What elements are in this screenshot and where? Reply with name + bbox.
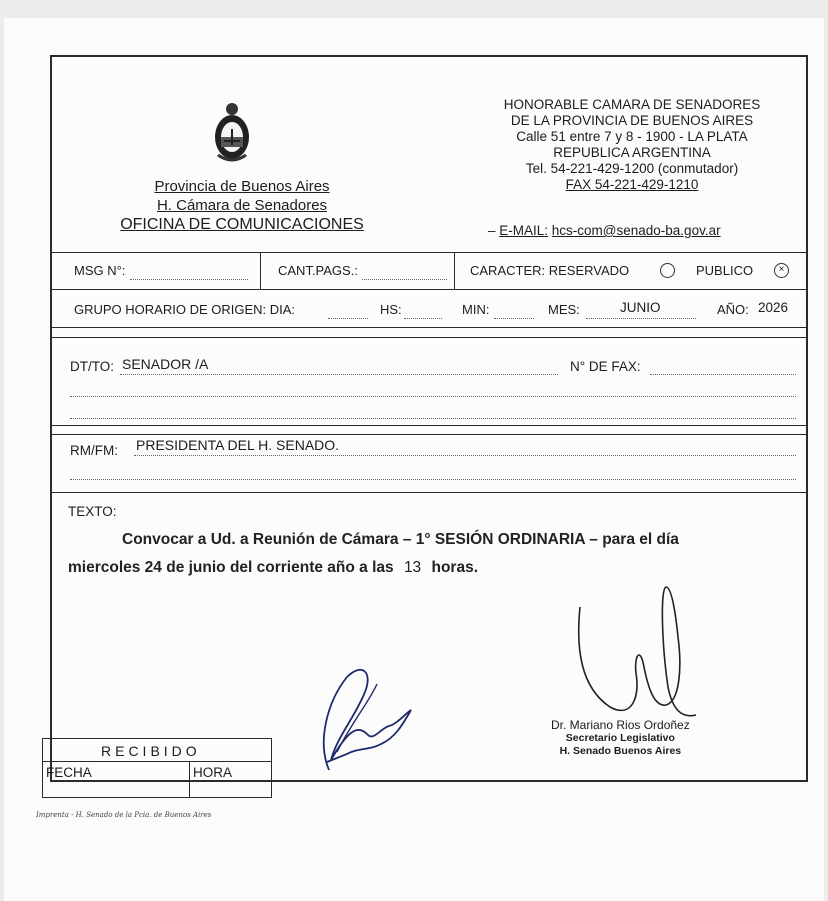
fax-form [50, 55, 808, 782]
msg-number-label: MSG N°: [74, 263, 126, 278]
signatory-block [551, 719, 690, 758]
texto-label: TEXTO: [68, 504, 117, 519]
to-field [120, 374, 558, 375]
signatory-institution: H. Senado Buenos Aires [559, 745, 682, 757]
printer-footer: Imprenta - H. Senado de la Pcia. de Buenos Aires [36, 811, 212, 819]
divider [43, 761, 271, 762]
address-line-3: Calle 51 entre 7 y 8 - 1900 - LA PLATA [516, 129, 748, 144]
divider [260, 253, 261, 289]
hs-field [404, 318, 442, 319]
anio-value: 2026 [758, 300, 789, 315]
fax-number-label: N° DE FAX: [570, 359, 641, 374]
mes-field [586, 318, 696, 319]
divider [52, 337, 806, 338]
handwritten-signature-left [307, 662, 417, 777]
phone-line: Tel. 54-221-429-1200 (conmutador) [525, 161, 739, 176]
chamber-title: H. Cámara de Senadores [156, 197, 328, 214]
divider [52, 327, 806, 328]
mes-value: JUNIO [620, 300, 661, 315]
from-label: RM/FM: [70, 443, 118, 458]
divider [52, 492, 806, 493]
coat-of-arms-emblem [210, 99, 254, 167]
message-line-2-start: miercoles 24 de junio del corriente año a las [68, 559, 394, 576]
handwritten-signature-right [570, 577, 720, 727]
anio-label: AÑO: [717, 302, 749, 317]
from-extra-line [70, 479, 796, 480]
address-block [462, 97, 802, 193]
email-address: hcs-com@senado-ba.gov.ar [551, 223, 721, 238]
address-line-1: HONORABLE CAMARA DE SENADORES [503, 97, 761, 112]
reservado-radio [660, 263, 675, 278]
divider [454, 253, 455, 289]
province-title: Provincia de Buenos Aires [154, 178, 330, 195]
divider [189, 761, 190, 797]
message-line-2 [68, 559, 478, 577]
address-line-2: DE LA PROVINCIA DE BUENOS AIRES [510, 113, 754, 128]
divider [52, 434, 806, 435]
signatory-name: Dr. Mariano Rios Ordoñez [551, 718, 690, 732]
divider [52, 289, 806, 290]
from-value: PRESIDENTA DEL H. SENADO. [136, 437, 340, 453]
hs-label: HS: [380, 302, 402, 317]
address-line-4: REPUBLICA ARGENTINA [553, 145, 711, 160]
to-label: DT/TO: [70, 359, 115, 374]
divider [52, 252, 806, 253]
min-field [494, 318, 534, 319]
dia-field [328, 318, 368, 319]
from-field [134, 455, 796, 456]
caracter-reservado-label: CARACTER: RESERVADO [470, 263, 630, 278]
msg-number-field [130, 279, 248, 280]
to-extra-line [70, 418, 796, 419]
to-value: SENADOR /A [122, 356, 209, 372]
min-label: MIN: [462, 302, 490, 317]
message-line-2-end: horas. [431, 559, 479, 576]
email-line: – E-MAIL: hcs-com@senado-ba.gov.ar [488, 223, 721, 238]
divider [52, 425, 806, 426]
publico-radio-checked: × [774, 263, 789, 278]
received-title: RECIBIDO [101, 743, 201, 759]
pages-label: CANT.PAGS.: [278, 263, 358, 278]
publico-label: PUBLICO [696, 263, 754, 278]
received-box [42, 738, 272, 798]
to-extra-line [70, 396, 796, 397]
hora-label: HORA [193, 765, 233, 780]
fax-line: FAX 54-221-429-1210 [565, 177, 699, 192]
message-line-1: Convocar a Ud. a Reunión de Cámara – 1° SESIÓN ORDINARIA – para el día [122, 531, 679, 548]
fax-number-field [650, 374, 796, 375]
fecha-label: FECHA [46, 765, 92, 780]
grupo-horario-label: GRUPO HORARIO DE ORIGEN: DIA: [74, 302, 296, 317]
email-label: E-MAIL: [499, 223, 549, 238]
mes-label: MES: [548, 302, 580, 317]
signatory-title: Secretario Legislativo [565, 732, 675, 744]
meeting-hour: 13 [403, 559, 422, 576]
issuer-header [92, 177, 392, 234]
office-title: OFICINA DE COMUNICACIONES [120, 216, 364, 233]
pages-field [362, 279, 447, 280]
